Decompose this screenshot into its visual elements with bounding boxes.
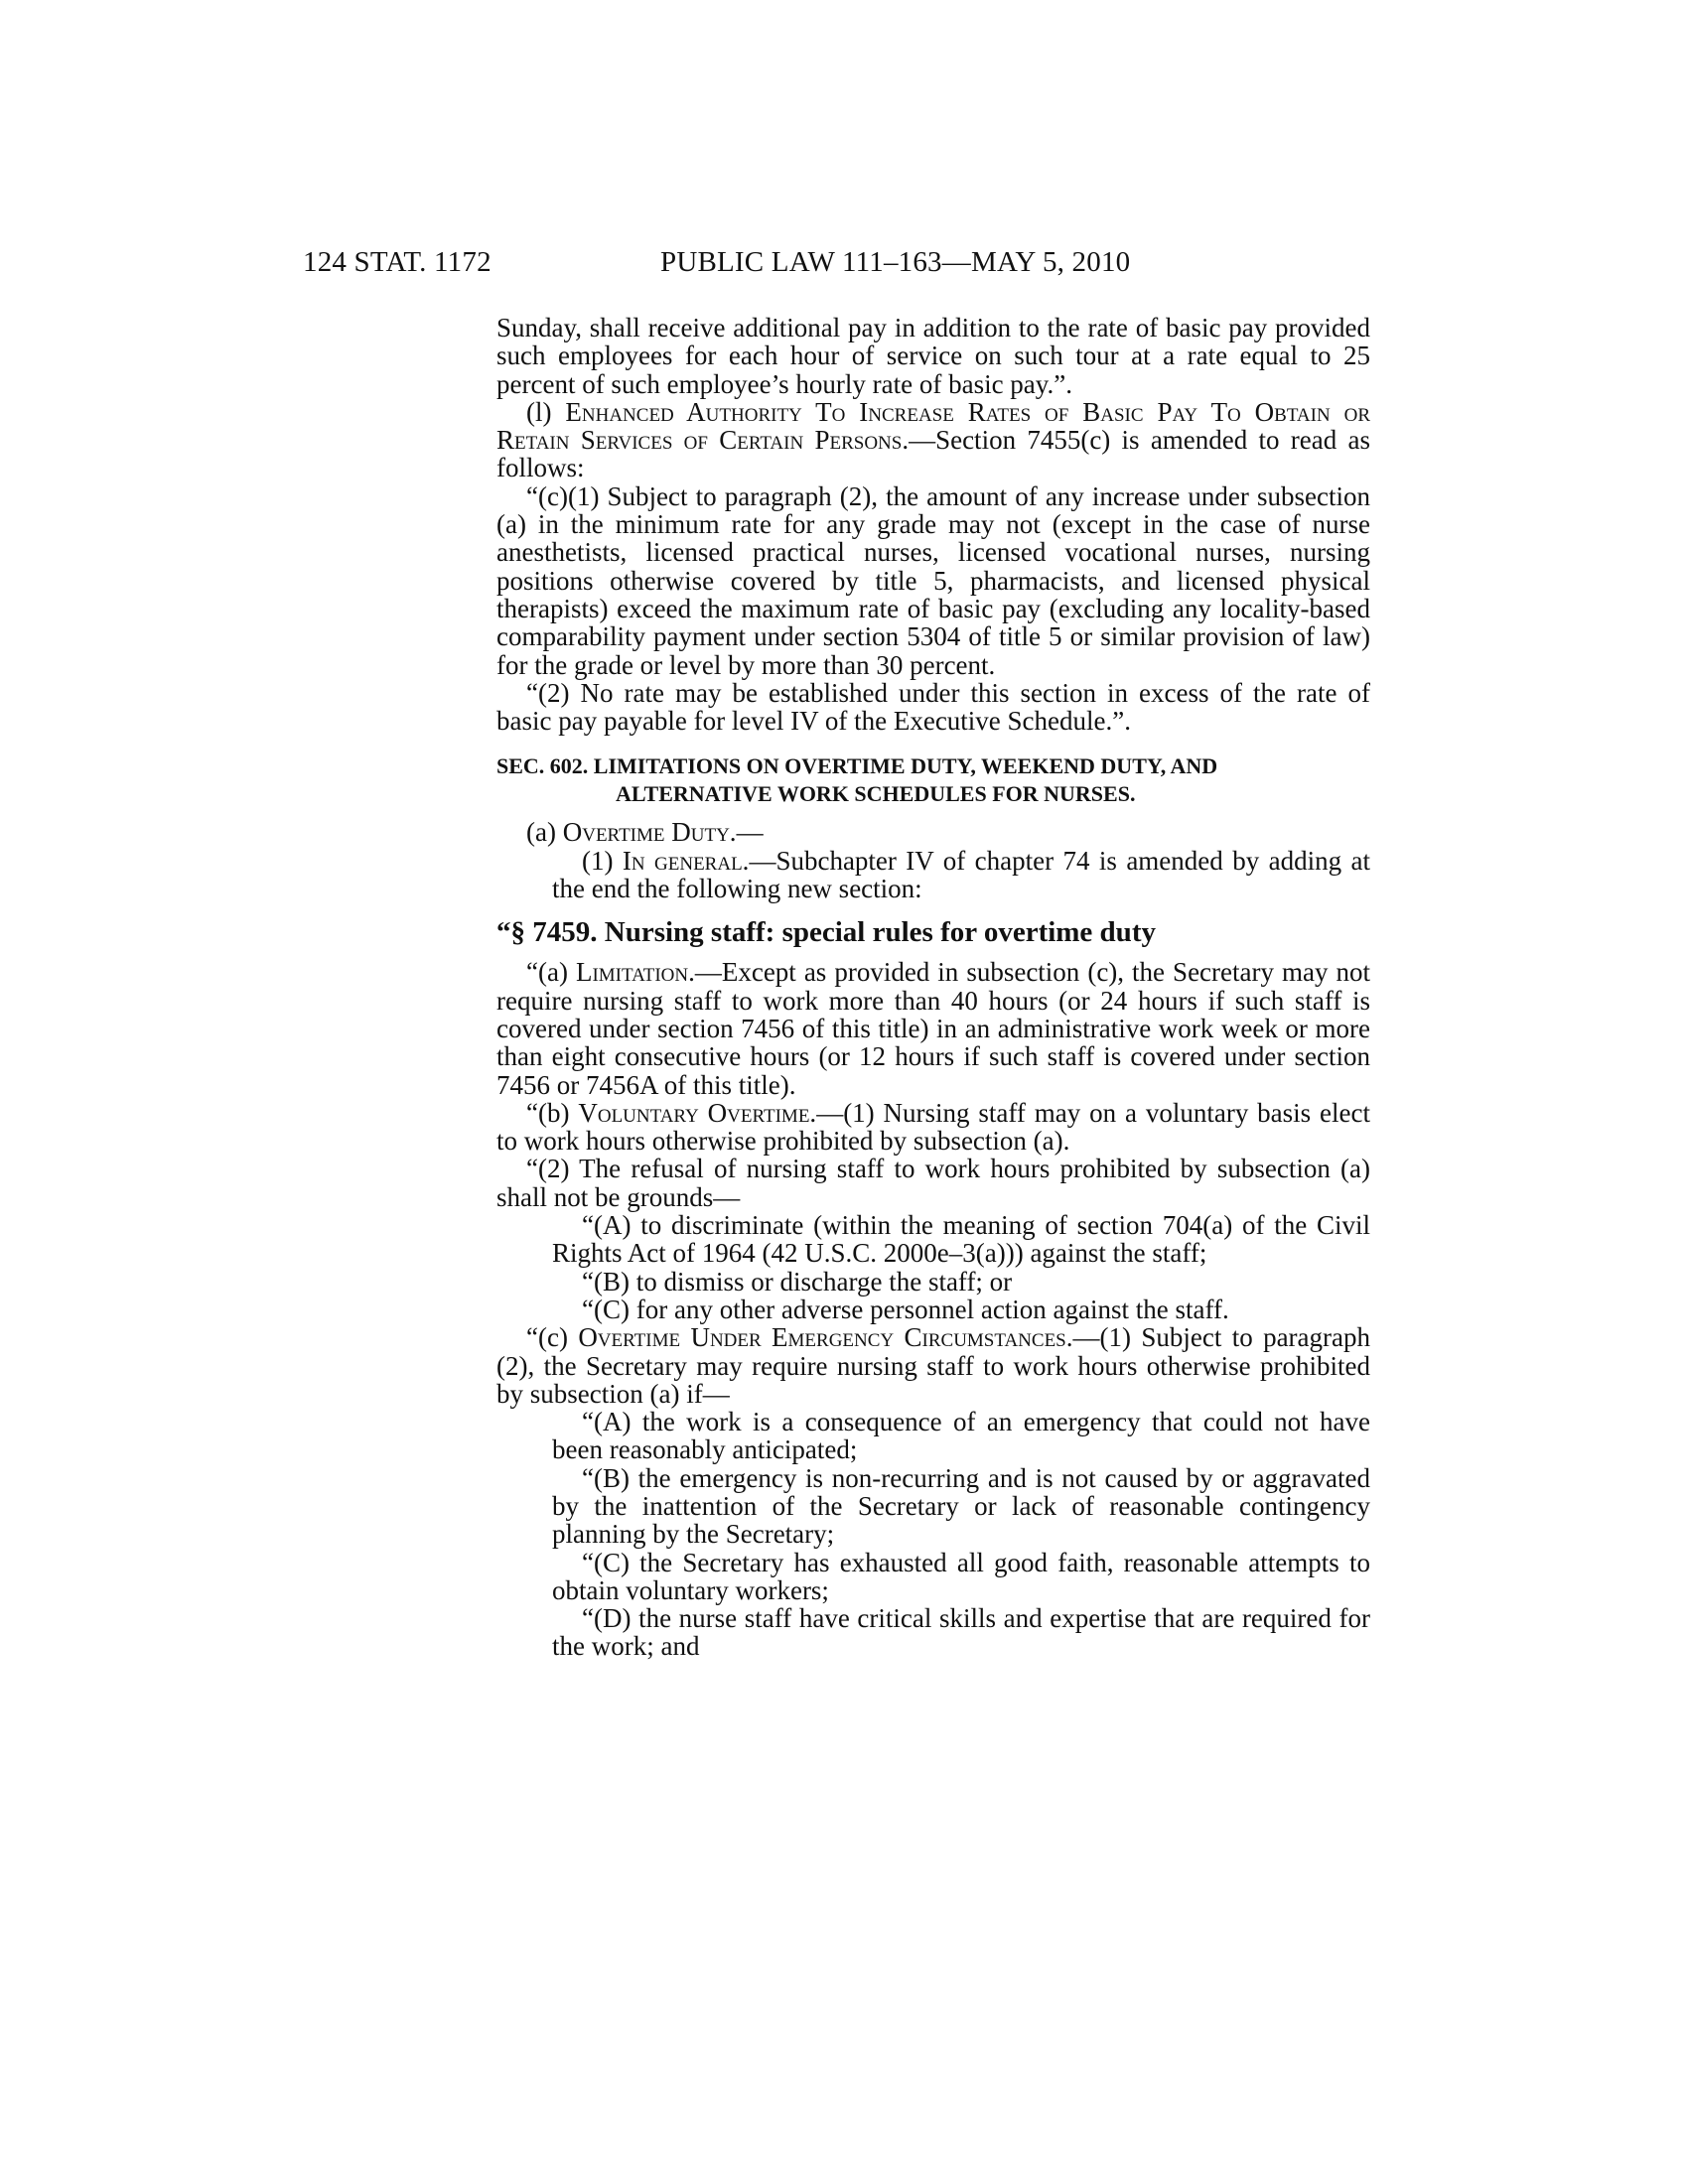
document-body	[496, 314, 1370, 1661]
subsection-7459b-voluntary-overtime	[496, 1099, 1370, 1156]
paragraph-a1-in-general	[496, 847, 1370, 903]
subparagraph-7459b-2-B: “(B) to dismiss or discharge the staff; or	[582, 1266, 1013, 1297]
paragraph-section-7455c-1: “(c)(1) Subject to paragraph (2), the amount of any increase under subsection (a) in the minimum rate for any grade may not (except in the case of nurse anesthetists, licensed practical nurses, licensed vocational nurses, nursing positions otherwise covered by title 5, pharmacists, and licensed physical therapists) exceed the maximum rate of basic pay (excluding any locality-based comparability payment under section 5304 of title 5 or similar provision of law) for the grade or level by more than 30 percent.	[496, 480, 1370, 680]
public-law-title: PUBLIC LAW 111–163—MAY 5, 2010	[660, 246, 1131, 278]
subsection-text: —Except as provided in subsection (c), the Secretary may not require nursing staff to work more than 40 hours (or 24 hours if such staff is covered under section 7456 of this title) in an administrative work week or more than eight consecutive hours (or 12 hours if such staff is covered under section 7456 or 7456A of this title).	[496, 957, 1370, 1100]
paragraph-lead: (l)	[526, 396, 566, 427]
running-header	[303, 246, 1365, 286]
subsection-lead: (a)	[526, 817, 563, 848]
paragraph-caption: Enhanced Authority To Increase Rates of Basic Pay To Obtain or Retain Services of Certain Persons.	[496, 396, 1370, 456]
paragraph-section-7455c-2: “(2) No rate may be established under this section in excess of the rate of basic pay payable for level IV of the Executive Schedule.”.	[496, 677, 1370, 737]
paragraph-lead: (1)	[582, 845, 623, 876]
paragraph-caption: In general.	[622, 845, 750, 876]
subparagraph-7459b-2-A: “(A) to discriminate (within the meaning of section 704(a) of the Civil Rights Act of 1964 (42 U.S.C. 2000e–3(a))) against the staff;	[552, 1210, 1370, 1269]
subsection-caption: Overtime Under Emergency Circumstances.	[578, 1322, 1073, 1353]
subsection-caption: Limitation.	[575, 957, 695, 988]
paragraph-enhanced-authority	[496, 398, 1370, 482]
section-heading-line-1: SEC. 602. LIMITATIONS ON OVERTIME DUTY, WEEKEND DUTY, AND	[496, 753, 1218, 779]
subparagraph-7459c-1-B: “(B) the emergency is non-recurring and is not caused by or aggravated by the inattention of the Secretary or lack of reasonable contingency planning by the Secretary;	[552, 1462, 1370, 1550]
paragraph-text: —Subchapter IV of chapter 74 is amended by adding at the end the following new section:	[552, 845, 1370, 904]
section-heading-line-2: ALTERNATIVE WORK SCHEDULES FOR NURSES.	[616, 781, 1136, 807]
paragraph-7459b-2: “(2) The refusal of nursing staff to work hours prohibited by subsection (a) shall not be grounds—	[496, 1154, 1370, 1212]
subsection-caption: Voluntary Overtime.	[578, 1097, 817, 1128]
subparagraph-7459c-1-D: “(D) the nurse staff have critical skills and expertise that are required for the work; and	[552, 1603, 1370, 1662]
subsection-text: —(1) Nursing staff may on a voluntary basis elect to work hours otherwise prohibited by subsection (a).	[496, 1097, 1371, 1157]
section-602-heading	[496, 752, 1370, 808]
paragraph-text: —Section 7455(c) is amended to read as follows:	[496, 425, 1370, 483]
subparagraph-7459b-2-C: “(C) for any other adverse personnel action against the staff.	[582, 1294, 1229, 1324]
stat-page-number: 124 STAT. 1172	[303, 246, 492, 278]
subsection-7459a-limitation	[496, 958, 1370, 1098]
subsection-text: —	[736, 817, 764, 848]
subsection-a-overtime-duty	[496, 818, 1370, 846]
subsection-lead: “(a)	[526, 957, 576, 988]
subsection-caption: Overtime Duty.	[562, 817, 737, 848]
subparagraph-7459c-1-C: “(C) the Secretary has exhausted all good faith, reasonable attempts to obtain voluntary workers;	[552, 1547, 1370, 1605]
paragraph-sunday-pay: Sunday, shall receive additional pay in addition to the rate of basic pay provided such employees for each hour of service on such tour at a rate equal to 25 percent of such employee’s hourly rate of basic pay.”.	[496, 313, 1370, 399]
subsection-lead: “(c)	[526, 1322, 579, 1353]
subsection-text: —(1) Subject to paragraph (2), the Secretary may require nursing staff to work hours otherwise prohibited by subsection (a) if—	[496, 1322, 1371, 1409]
subsection-lead: “(b)	[526, 1097, 579, 1128]
subsection-7459c-emergency	[496, 1323, 1370, 1408]
subparagraph-7459c-1-A: “(A) the work is a consequence of an emergency that could not have been reasonably anticipated;	[552, 1407, 1370, 1465]
section-7459-heading: “§ 7459. Nursing staff: special rules for overtime duty	[496, 916, 1156, 949]
